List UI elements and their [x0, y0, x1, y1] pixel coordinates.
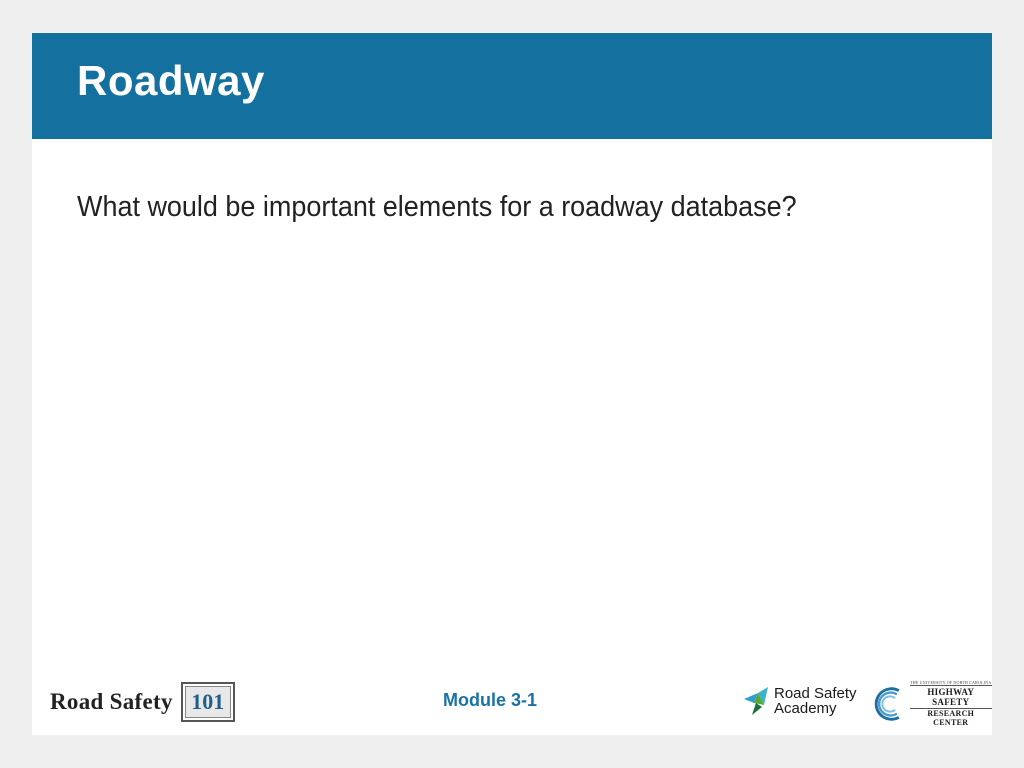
hsrc-line1: HIGHWAY SAFETY [910, 685, 993, 709]
road-safety-academy-line1: Road Safety [774, 685, 857, 702]
slide [32, 33, 992, 735]
hsrc-logo [874, 680, 992, 727]
slide-body-text: What would be important elements for a roadway database? [77, 191, 797, 223]
hsrc-text [910, 680, 993, 727]
road-safety-academy-emblem-icon [742, 685, 772, 717]
road-safety-academy-logo [742, 685, 857, 717]
hsrc-emblem-icon [874, 684, 907, 724]
road-safety-academy-line2: Academy [774, 700, 837, 717]
title-bar [32, 33, 992, 139]
hsrc-line2: RESEARCH CENTER [927, 709, 975, 727]
road-safety-101-logo-text: Road Safety [50, 689, 173, 714]
module-label: Module 3-1 [443, 690, 538, 710]
road-safety-101-logo-badge: 101 [181, 682, 235, 722]
slide-title: Roadway [77, 57, 265, 104]
hsrc-university-text: THE UNIVERSITY OF NORTH CAROLINA [910, 680, 992, 685]
road-safety-101-logo [50, 682, 235, 722]
road-safety-academy-text [774, 686, 857, 716]
